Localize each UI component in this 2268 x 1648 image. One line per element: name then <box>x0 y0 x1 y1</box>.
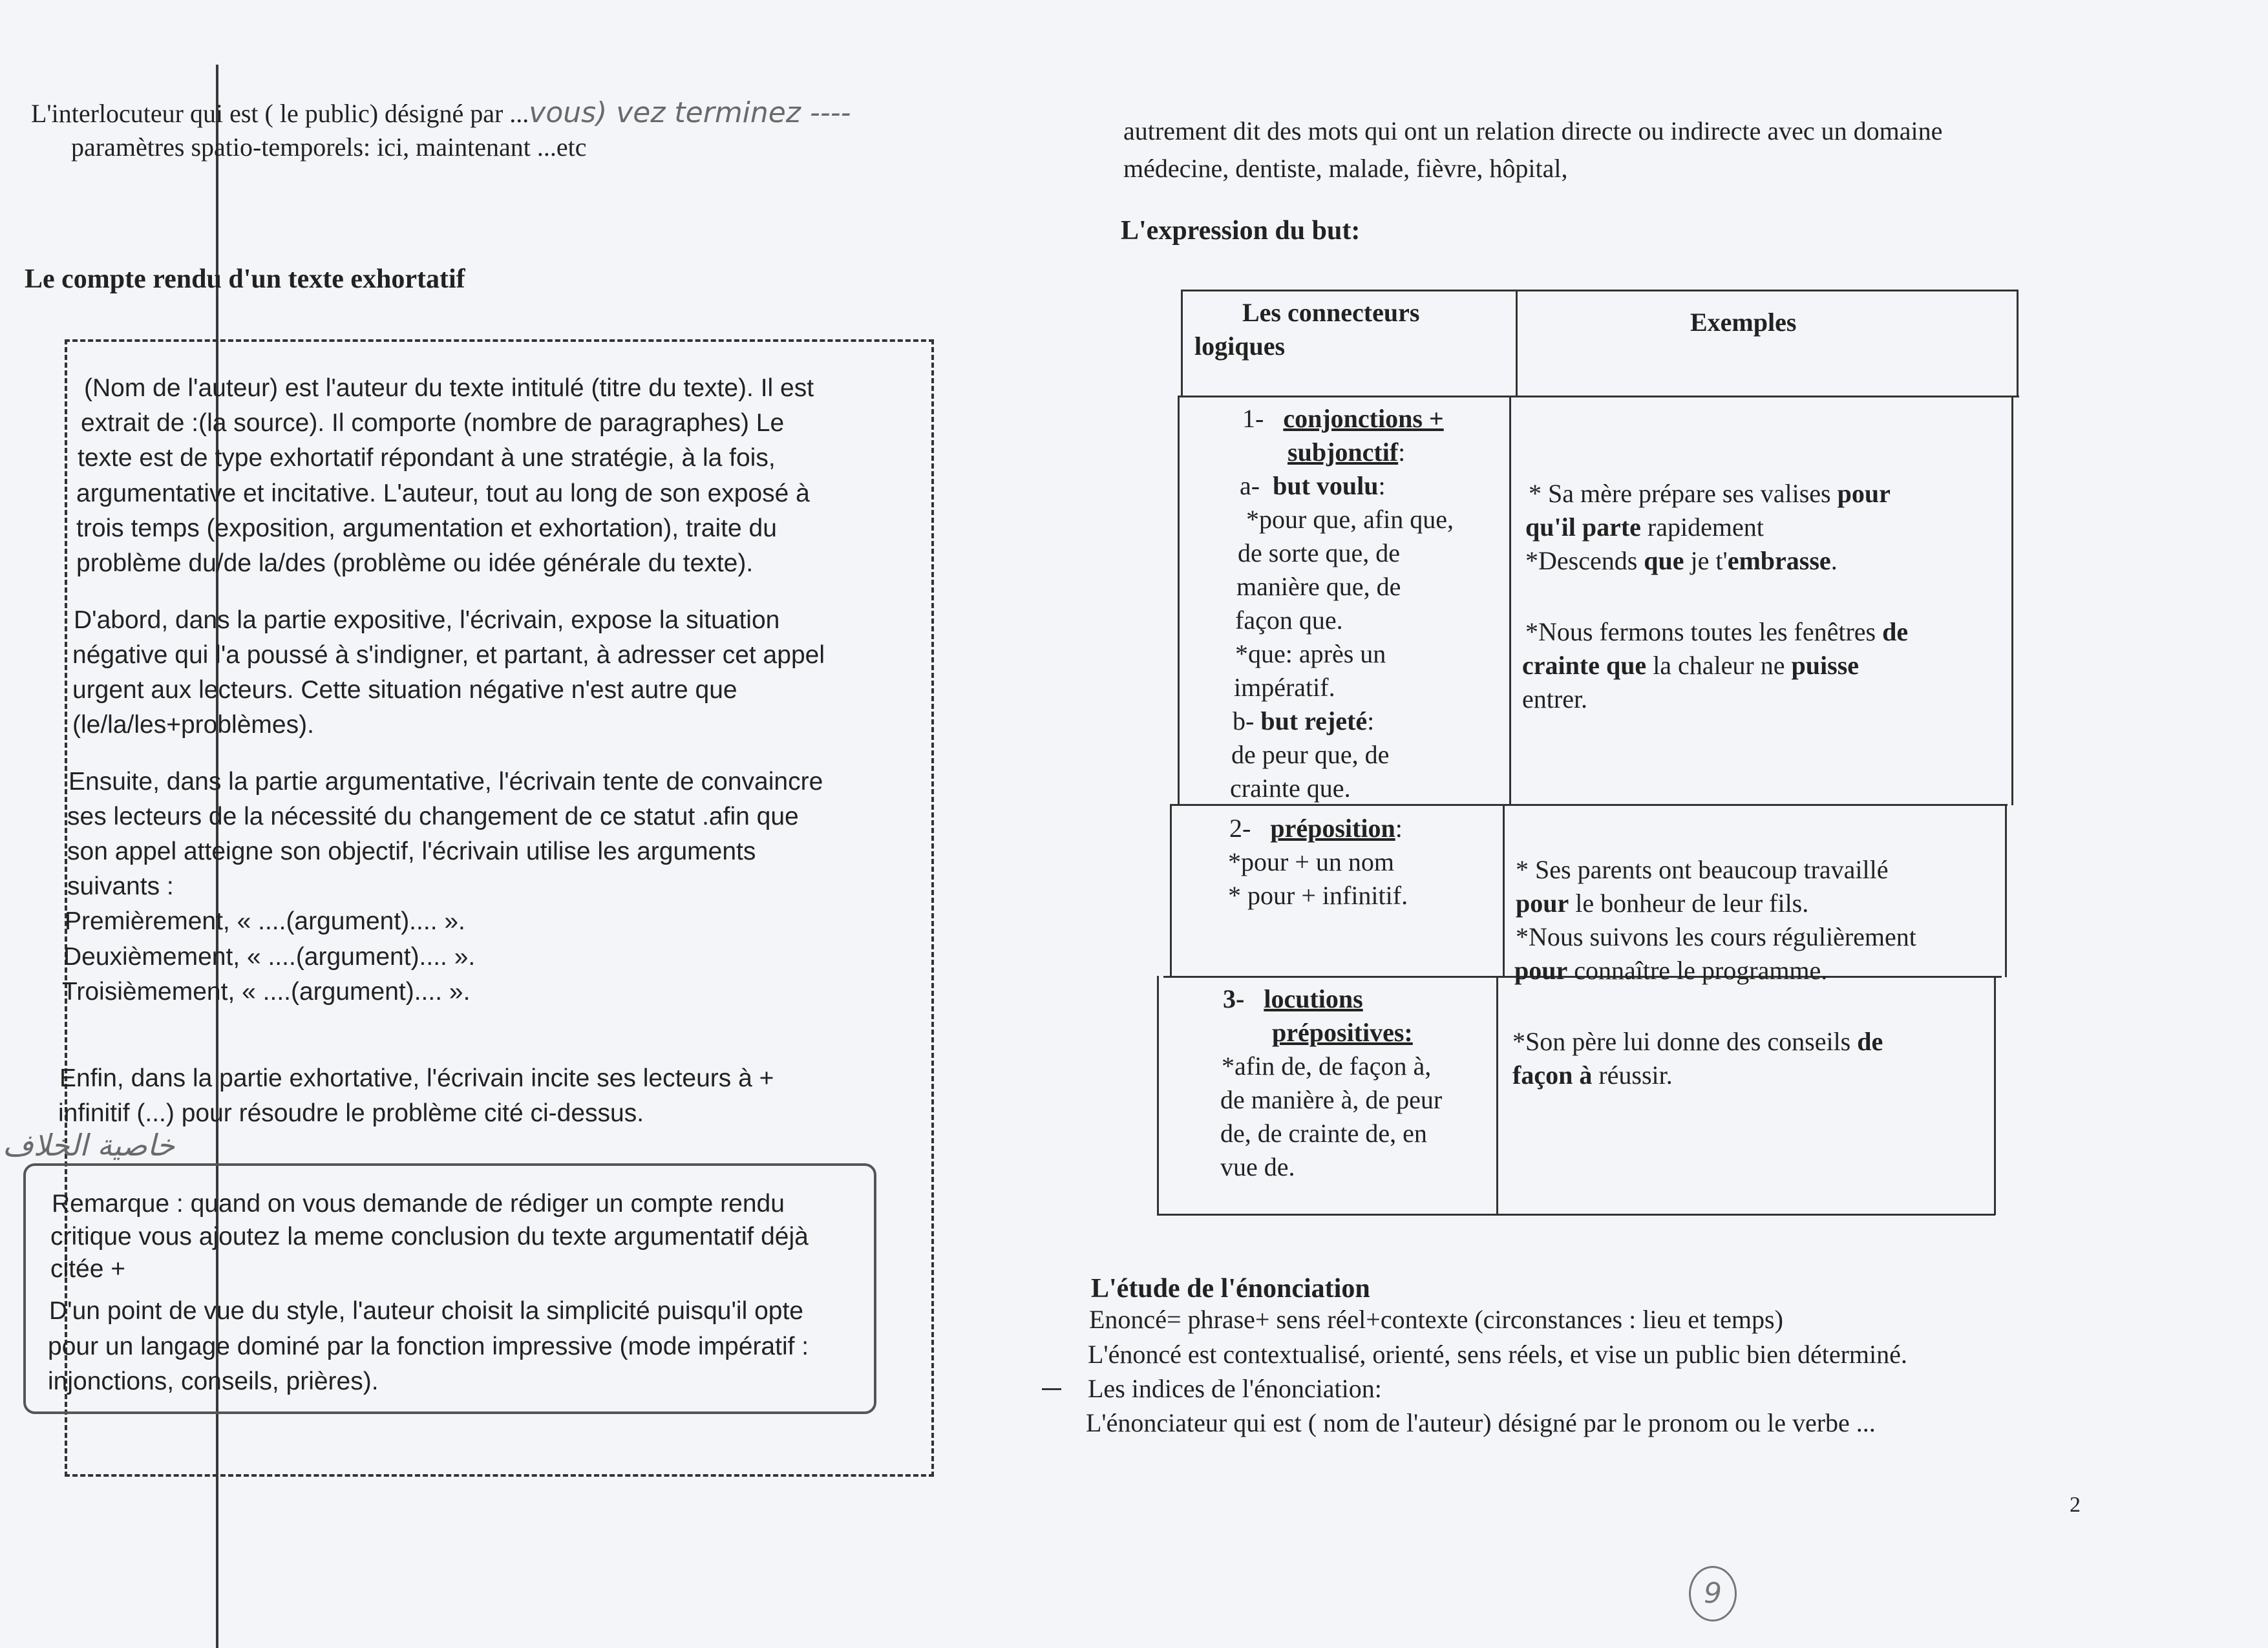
remark-line: critique vous ajoutez la meme conclusion du texte argumentatif déjà <box>50 1223 809 1251</box>
row3-title-2: prépositives: <box>1272 1018 1413 1047</box>
table-header-connecteurs: Les connecteurs <box>1242 298 1420 327</box>
section-heading-but: L'expression du but: <box>1121 216 1361 246</box>
enonciation-line: Les indices de l'énonciation: <box>1088 1374 1382 1403</box>
row3-title: 3- locutions <box>1223 984 1363 1013</box>
box-line: Ensuite, dans la partie argumentative, l'écrivain tente de convaincre <box>69 768 823 796</box>
row1-title-2: subjonctif: <box>1288 438 1406 467</box>
box-line: texte est de type exhortatif répondant à une stratégie, à la fois, <box>78 444 776 472</box>
box-line: problème du/de la/des (problème ou idée générale du texte). <box>76 549 754 577</box>
handwritten-note: vous) vez terminez ---- <box>529 96 851 129</box>
row1-example-3: *Nous fermons toutes les fenêtres de <box>1525 617 1909 646</box>
row1-example-2: *Descends que je t'embrasse. <box>1525 546 1838 575</box>
row1-example-3c: entrer. <box>1522 684 1588 713</box>
spatio-temporal-line: paramètres spatio-temporels: ici, maintenant ...etc <box>71 132 587 162</box>
remark-line: injonctions, conseils, prières). <box>48 1368 379 1395</box>
row2-example-1b: pour le bonheur de leur fils. <box>1516 889 1809 918</box>
row1-sub-b: b- but rejeté: <box>1233 706 1375 735</box>
handwritten-circled-number: 9 <box>1689 1566 1737 1622</box>
row1-sub-a: a- but voulu: <box>1240 471 1386 500</box>
enonciation-line: L'énonciateur qui est ( nom de l'auteur) désigné par le pronom ou le verbe ... <box>1086 1408 1876 1437</box>
row1-left-line: de sorte que, de <box>1238 538 1401 567</box>
row1-left-line: *pour que, afin que, <box>1246 505 1454 534</box>
box-line: D'abord, dans la partie expositive, l'écrivain, expose la situation <box>74 606 780 634</box>
row3-example-1b: façon à réussir. <box>1512 1061 1673 1090</box>
box-line: négative qui l'a poussé à s'indigner, et partant, à adresser cet appel <box>72 641 825 669</box>
intro-line: autrement dit des mots qui ont un relation directe ou indirecte avec un domaine <box>1123 116 1943 145</box>
row1-left-line-b: crainte que. <box>1230 774 1351 803</box>
row3-left-line: de, de crainte de, en <box>1220 1119 1427 1148</box>
argument-line: Premièrement, « ....(argument).... ». <box>65 907 465 935</box>
box-line: infinitif (...) pour résoudre le problème cité ci-dessus. <box>58 1099 644 1127</box>
box-line: suivants : <box>67 872 174 900</box>
row2-example-2: *Nous suivons les cours régulièrement <box>1516 922 1916 951</box>
argument-line: Troisièmement, « ....(argument).... ». <box>62 978 471 1006</box>
handwritten-arabic-note: خاصية الخلاف <box>3 1128 175 1163</box>
row1-example-3b: crainte que la chaleur ne puisse <box>1522 651 1860 680</box>
row1-left-line-b: de peur que, de <box>1231 740 1390 769</box>
box-line: (Nom de l'auteur) est l'auteur du texte intitulé (titre du texte). Il est <box>84 374 814 402</box>
interlocutor-line: L'interlocuteur qui est ( le public) désigné par ...vous) vez terminez ---- <box>31 96 851 129</box>
page-number: 2 <box>2070 1493 2081 1517</box>
remark-line: Remarque : quand on vous demande de rédiger un compte rendu <box>52 1190 785 1218</box>
intro-line: médecine, dentiste, malade, fièvre, hôpital, <box>1123 154 1568 183</box>
box-line: (le/la/les+problèmes). <box>72 711 314 739</box>
enonciation-line: L'énoncé est contextualisé, orienté, sens réels, et vise un public bien déterminé. <box>1088 1340 1907 1369</box>
row1-left-line: manière que, de <box>1236 572 1401 601</box>
box-line: extrait de :(la source). Il comporte (nombre de paragraphes) Le <box>81 409 785 437</box>
row3-example-1: *Son père lui donne des conseils de <box>1512 1027 1883 1056</box>
row2-left-line: * pour + infinitif. <box>1228 881 1408 910</box>
row2-example-1: * Ses parents ont beaucoup travaillé <box>1516 855 1889 884</box>
row2-title: 2- préposition: <box>1229 814 1403 843</box>
enonciation-line: Enoncé= phrase+ sens réel+contexte (circonstances : lieu et temps) <box>1089 1305 1783 1334</box>
row1-example-1b: qu'il parte rapidement <box>1525 512 1764 542</box>
row1-title: 1- conjonctions + <box>1242 404 1444 433</box>
section-heading-enonciation: L'étude de l'énonciation <box>1091 1274 1370 1304</box>
box-line: trois temps (exposition, argumentation et exhortation), traite du <box>76 514 777 542</box>
row1-example-1: * Sa mère prépare ses valises pour <box>1529 479 1891 508</box>
row3-left-line: *afin de, de façon à, <box>1222 1051 1432 1081</box>
row3-left-line: vue de. <box>1220 1152 1295 1181</box>
box-line: Enfin, dans la partie exhortative, l'écrivain incite ses lecteurs à + <box>59 1064 774 1092</box>
row1-left-line: *que: après un <box>1235 639 1386 668</box>
remark-line: citée + <box>50 1255 125 1283</box>
argument-line: Deuxièmement, « ....(argument).... ». <box>63 943 476 971</box>
table-header-connecteurs-2: logiques <box>1194 332 1286 361</box>
row2-left-line: *pour + un nom <box>1228 847 1394 876</box>
box-line: urgent aux lecteurs. Cette situation négative n'est autre que <box>72 676 737 704</box>
remark-line: D'un point de vue du style, l'auteur choisit la simplicité puisqu'il opte <box>49 1297 803 1325</box>
box-line: ses lecteurs de la nécessité du changement de ce statut .afin que <box>67 803 799 830</box>
remark-line: pour un langage dominé par la fonction impressive (mode impératif : <box>48 1333 809 1360</box>
section-heading-compte-rendu: Le compte rendu d'un texte exhortatif <box>25 264 465 294</box>
row2-example-2b: pour connaître le programme. <box>1514 956 1828 985</box>
box-line: son appel atteigne son objectif, l'écrivain utilise les arguments <box>67 838 756 865</box>
row3-left-line: de manière à, de peur <box>1220 1085 1443 1114</box>
row1-left-line: impératif. <box>1234 673 1335 702</box>
table-header-exemples: Exemples <box>1690 308 1797 337</box>
box-line: argumentative et incitative. L'auteur, tout au long de son exposé à <box>76 480 810 507</box>
dash-mark <box>1042 1388 1061 1390</box>
row1-left-line: façon que. <box>1235 606 1343 635</box>
